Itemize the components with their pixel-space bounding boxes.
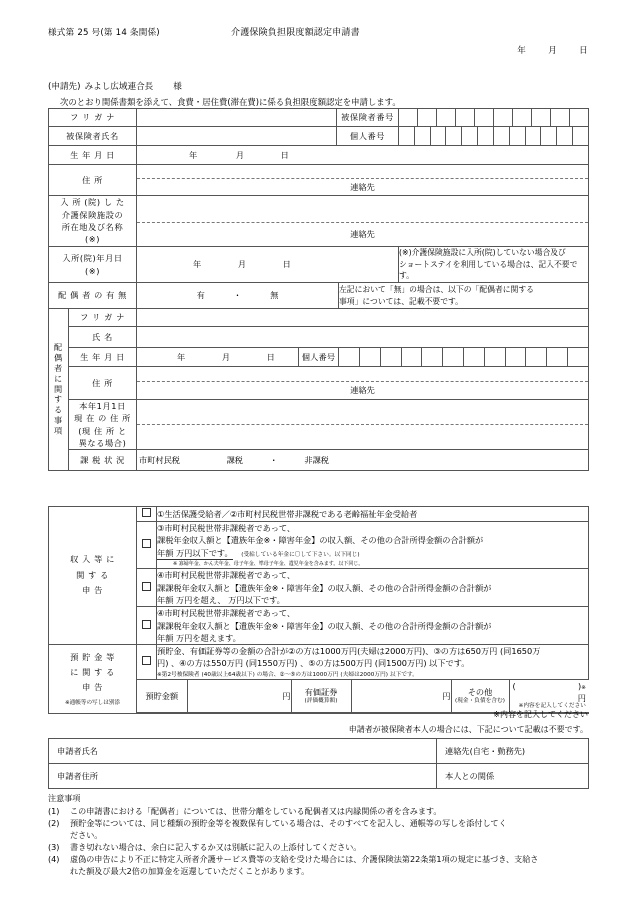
income-section-label [49, 507, 137, 645]
birthdate-input[interactable] [137, 146, 589, 165]
spouse-birth-year-label: 年 [177, 351, 186, 362]
table-row-furigana [49, 109, 589, 127]
deposit-unit: 円 [282, 690, 291, 701]
income-item-3-l2: 課課税年金収入額と【遺族年金※・障害年金】の収入額、その他の合計所得金額の合計額が [157, 582, 492, 593]
admission-label-l2: (※) [84, 265, 101, 276]
income-checkbox-3[interactable] [137, 569, 157, 607]
option-separator: ・ [233, 290, 242, 301]
savings-label-l1: 預 貯 金 等 [70, 652, 115, 663]
spouse-option-no[interactable]: 無 [270, 290, 279, 301]
savings-decl-note: ※第2号被保険者 (40歳以上64歳以下) の場合、②～⑤の方は1000万円 (夫婦は2000万円) 以下です。 [157, 671, 418, 678]
spouse-birth-month-label: 月 [221, 351, 231, 362]
table-row-spouse-jan1-address [49, 400, 589, 450]
addressee-name: みよし広域連合長 [84, 82, 154, 92]
my-number-cells[interactable] [399, 127, 589, 146]
other-label-sub: (現金・負債を含む) [454, 697, 506, 704]
numcell[interactable] [422, 348, 443, 366]
facility-label [49, 196, 137, 247]
other-paren-close: ) [578, 681, 582, 692]
table-row-spouse-furigana [49, 309, 589, 327]
birthdate-label: 生 年 月 日 [49, 146, 137, 165]
tax-option-separator: ・ [269, 454, 278, 465]
spouse-exist-options[interactable] [137, 283, 339, 309]
contact-label: 連絡先 [350, 228, 375, 239]
table-row-birthdate [49, 146, 589, 165]
applicant-name-field[interactable] [49, 739, 437, 764]
spouse-jan1-input-bottom[interactable] [137, 425, 588, 448]
income-item-2-inline-note: (受給している年金に〇して下さい。以下同じ) [241, 551, 360, 558]
address-contact[interactable] [137, 179, 588, 195]
admission-year-label: 年 [193, 259, 202, 270]
applicant-name-label: 申請者氏名 [57, 745, 98, 756]
other-label-main: その他 [467, 686, 493, 697]
spouse-exist-label: 配 偶 者 の 有 無 [49, 283, 137, 309]
other-paren-row [513, 681, 587, 692]
spouse-section-vertical-label [49, 309, 69, 471]
tax-kind-label: 市町村民税 [139, 454, 180, 465]
spouse-name-input[interactable] [137, 327, 589, 348]
facility-input[interactable] [137, 197, 588, 223]
spouse-address-label: 住 所 [69, 367, 137, 400]
note-item-3-l1: 書き切れない場合は、余白に記入するか又は別紙に記入の上添付してください。 [70, 841, 362, 852]
spouse-birth-label: 生 年 月 日 [69, 348, 137, 367]
address-cell[interactable] [137, 165, 589, 196]
applicant-table [48, 738, 589, 789]
applicant-relation-field[interactable] [437, 764, 589, 789]
admission-date-input[interactable] [137, 247, 399, 283]
income-item-2-l1: ③市町村民税世帯非課税者であって、 [157, 523, 296, 533]
note-item-3 [48, 842, 588, 854]
income-label-l1: 収 入 等 に [70, 554, 115, 565]
spouse-my-number-label: 個人番号 [299, 348, 339, 367]
page-header [0, 0, 630, 62]
other-input[interactable] [509, 680, 589, 712]
savings-checkbox[interactable] [137, 645, 157, 680]
numcell[interactable] [475, 109, 494, 126]
income-checkbox-4[interactable] [137, 607, 157, 645]
note-item-2-l2: ださい。 [70, 829, 103, 840]
contact-label: 連絡先 [350, 182, 375, 192]
table-row-spouse-tax [49, 450, 589, 471]
birth-month-label: 月 [235, 149, 245, 160]
checkbox-icon[interactable] [142, 539, 151, 548]
insured-name-input[interactable] [137, 127, 337, 146]
table-row-spouse-name [49, 327, 589, 348]
deposit-input[interactable] [187, 680, 291, 712]
date-year-label: 年 [517, 46, 527, 56]
other-unit: 円 [577, 692, 586, 703]
other-note: ※内容を記入してください [518, 703, 586, 710]
numcell[interactable] [462, 127, 478, 145]
numcell[interactable] [573, 127, 588, 145]
spouse-furigana-input[interactable] [137, 309, 589, 327]
note-item-2 [48, 818, 588, 841]
address-input[interactable] [137, 165, 588, 179]
address-label: 住 所 [49, 165, 137, 196]
income-item-2-underline: 年額 万円以下です。 [157, 547, 233, 560]
addressee-prefix: (申請先) [48, 82, 81, 92]
admission-month-label: 月 [237, 259, 247, 270]
income-label-l3: 申 告 [82, 585, 103, 596]
savings-label-note: ※通帳等の写しは別添 [64, 699, 121, 706]
jan1-label-l1: 本年1月1日 [79, 401, 126, 411]
spouse-tax-label: 課 税 状 況 [69, 450, 137, 471]
checkbox-icon[interactable] [142, 620, 151, 629]
checkbox-icon[interactable] [142, 508, 151, 517]
notes-title: 注意事項 [48, 793, 81, 803]
facility-label-l3: 所在地及び名称 [61, 222, 124, 232]
admission-day-label: 日 [282, 259, 291, 270]
notes-section [48, 793, 588, 878]
insured-number-label: 被保険者番号 [337, 109, 399, 127]
table-row-facility [49, 196, 589, 247]
numcell[interactable] [339, 348, 360, 366]
numcell[interactable] [557, 127, 573, 145]
page-title: 介護保険負担限度額認定申請書 [231, 28, 360, 38]
income-item-2-footnote: ※ 寡婦年金、かん夫年金、母子年金、準母子年金、遺児年金を含みます。以下同じ。 [173, 560, 364, 567]
applicant-address-field[interactable] [49, 764, 437, 789]
securities-label [291, 680, 351, 712]
numcell[interactable] [547, 348, 568, 366]
numcell[interactable] [360, 348, 381, 366]
income-checkbox-1[interactable] [137, 507, 157, 522]
admission-note-l2: ショートステイを利用している場合は、記入不要です。 [399, 259, 578, 281]
spouse-name-label: 氏 名 [69, 327, 137, 348]
spouse-vertical-label-text: 配偶者に関する事項 [53, 342, 64, 437]
note-item-4-number: (4) [48, 854, 60, 865]
other-paren-open: ( [512, 681, 516, 692]
securities-label-sub: (評価概算額) [304, 697, 338, 704]
numcell[interactable] [506, 348, 527, 366]
numcell[interactable] [399, 127, 415, 145]
numcell[interactable] [478, 127, 494, 145]
spouse-birth-day-label: 日 [266, 351, 275, 362]
numcell[interactable] [446, 127, 462, 145]
note-item-1-text [70, 806, 588, 818]
insured-person-table [48, 108, 589, 283]
jan1-label-l2: 現 在 の 住 所 [74, 413, 131, 424]
note-item-3-text [70, 842, 588, 854]
birth-day-label: 日 [280, 149, 289, 160]
addressee-honorific: 様 [173, 82, 182, 92]
numcell[interactable] [381, 348, 402, 366]
table-row-address [49, 165, 589, 196]
numcell[interactable] [485, 348, 506, 366]
admission-label [49, 247, 137, 283]
note-item-3-number: (3) [48, 841, 60, 852]
numcell[interactable] [526, 127, 542, 145]
numcell[interactable] [532, 109, 551, 126]
other-mark: ※ [581, 685, 586, 692]
savings-label-l3: 申 告 [82, 682, 103, 693]
numcell[interactable] [551, 109, 570, 126]
income-item-1-text [157, 507, 589, 522]
note-item-4-text [70, 854, 588, 877]
checkbox-icon[interactable] [142, 656, 151, 665]
facility-cell[interactable] [137, 196, 589, 247]
tax-option-nontaxed[interactable]: 非課税 [304, 454, 329, 465]
other-paren-close-group [578, 681, 586, 692]
savings-section-label [49, 645, 137, 714]
income-item-3-l3: 年額 万円を超え、 万円以下です。 [157, 594, 285, 605]
spouse-address-cell[interactable] [137, 367, 589, 400]
form-number: 様式第 25 号(第 14 条関係) [48, 28, 160, 38]
note-item-1-l1: この申請書における「配偶者」については、世帯分離をしている配偶者又は内縁関係の者を含みます。 [70, 805, 442, 816]
savings-amount-cell [137, 680, 589, 714]
table-row-spouse-exist [49, 283, 589, 309]
table-row-income-item-1 [49, 507, 589, 522]
table-row-savings-declaration [49, 645, 589, 680]
spouse-note-l2: 事項」については、記載不要です。 [339, 296, 463, 306]
securities-unit: 円 [442, 690, 451, 701]
jan1-label-l3: (現 住 所 と [78, 425, 127, 436]
income-savings-table [48, 506, 589, 714]
note-item-4 [48, 854, 588, 877]
table-row-applicant-name [49, 739, 589, 764]
income-label-l2: 関 す る [76, 569, 109, 580]
income-item-4-l3: 年額 万円を超えます。 [157, 632, 241, 643]
note-item-4-l1: 虚偽の申告により不正に特定入所者介護サービス費等の支給を受けた場合には、介護保険法第22条第1項の規定に基づき、支給さ [70, 854, 539, 865]
numcell[interactable] [437, 109, 456, 126]
income-checkbox-2[interactable] [137, 522, 157, 569]
birth-year-label: 年 [189, 149, 198, 160]
insured-name-label: 被保険者氏名 [49, 127, 137, 146]
savings-amount-inner-table [137, 680, 589, 713]
spouse-jan1-cell[interactable] [137, 400, 589, 450]
spouse-address-input[interactable] [137, 367, 588, 382]
contact-label: 連絡先 [350, 385, 375, 395]
income-item-2-text [157, 522, 589, 569]
table-row-spouse-birth [49, 348, 589, 367]
spouse-birth-input[interactable] [137, 348, 299, 367]
tax-option-taxed[interactable]: 課税 [226, 454, 243, 465]
numcell[interactable] [399, 109, 418, 126]
spouse-tax-options[interactable] [137, 450, 589, 471]
note-item-2-number: (2) [48, 817, 60, 828]
submission-date [517, 46, 588, 57]
numcell[interactable] [494, 127, 510, 145]
note-item-4-l2: れた額及び最大2倍の加算金を返還していただくことがあります。 [70, 865, 310, 876]
income-item-3-l1: ④市町村民税世帯非課税者であって、 [157, 570, 296, 581]
table-row-name [49, 127, 589, 146]
securities-input[interactable] [351, 680, 451, 712]
savings-decl-l2: 円) 、④の方は550万円 (同1550万円) 、⑤の方は500万円 (同1500万円) 以下です。 [157, 658, 470, 669]
note-item-2-text [70, 818, 588, 841]
facility-contact[interactable] [137, 223, 588, 246]
note-item-1 [48, 806, 588, 818]
securities-label-main: 有価証券 [304, 687, 338, 698]
note-item-2-l1: 預貯金等については、同じ種類の預貯金等を複数保有している場合は、そのすべてを記入し、通帳等の写しを添付してく [70, 817, 507, 828]
spouse-address-contact[interactable] [137, 382, 588, 399]
savings-label-l2: に 関 す る [70, 667, 115, 678]
numcell[interactable] [456, 109, 475, 126]
numcell[interactable] [510, 127, 526, 145]
applicant-above-note: 申請者が被保険者本人の場合には、下記について記載は不要です。 [348, 725, 588, 734]
table-row-admission [49, 247, 589, 283]
numcell[interactable] [443, 348, 464, 366]
applicant-contact-field[interactable] [437, 739, 589, 764]
my-number-label: 個人番号 [337, 127, 399, 146]
income-item-2-l3 [157, 547, 588, 560]
facility-label-l1: 入 所 (院) し た [60, 197, 125, 208]
income-item-2-l2: 課税年金収入額と【遺族年金※・障害年金】の収入額、その他の合計所得金額の合計額が [157, 535, 484, 546]
date-month-label: 月 [548, 46, 558, 56]
savings-bottom-note: ※内容を記入してください [493, 710, 588, 719]
spouse-my-number-cells[interactable] [339, 348, 589, 367]
numcell[interactable] [431, 127, 447, 145]
facility-label-l4: (※) [84, 234, 101, 245]
admission-note-l1: (※)介護保険施設に入所(院)していない場合及び [399, 248, 566, 257]
savings-declaration-text [157, 645, 589, 680]
numcell[interactable] [402, 348, 423, 366]
spouse-note-l1: 左記において「無」の場合は、以下の「配偶者に関する [339, 285, 534, 295]
income-item-1-l1: ①生活保護受給者／②市町村民税世帯非課税である老齢福祉年金受給者 [157, 508, 418, 519]
note-item-1-number: (1) [48, 805, 60, 816]
applicant-contact-label: 連絡先(自宅・勤務先) [445, 745, 526, 756]
numcell[interactable] [568, 348, 588, 366]
insured-number-cells[interactable] [399, 109, 589, 127]
numcell[interactable] [494, 109, 513, 126]
facility-label-l2: 介護保険施設の [61, 209, 124, 220]
numcell[interactable] [464, 348, 485, 366]
savings-decl-l1: 預貯金、有価証券等の金額の合計が②の方は1000万円(夫婦は2000万円)、③の方は650万円 (同1650万 [157, 646, 541, 657]
numcell[interactable] [570, 109, 588, 126]
income-item-3-text [157, 569, 589, 607]
income-item-4-l2: 課課税年金収入額と【遺族年金※・障害年金】の収入額、その他の合計所得金額の合計額が [157, 620, 492, 631]
checkbox-icon[interactable] [142, 582, 151, 591]
deposit-label: 預貯金額 [137, 680, 187, 712]
applicant-address-label: 申請者住所 [57, 770, 98, 781]
income-item-4-l1: ④市町村民税世帯非課税者であって、 [157, 608, 296, 619]
income-item-4-text [157, 607, 589, 645]
numcell[interactable] [526, 348, 547, 366]
furigana-label: フ リ ガ ナ [49, 109, 137, 127]
spouse-furigana-label: フ リ ガ ナ [69, 309, 137, 327]
lead-text: 次のとおり関係書類を添えて、食費・居住費(滞在費)に係る負担限度額認定を申請します。 [60, 97, 401, 107]
furigana-input[interactable] [137, 109, 337, 127]
admission-label-l1: 入所(院)年月日 [62, 253, 123, 264]
spouse-exist-note [339, 283, 589, 309]
spouse-jan1-input-top[interactable] [137, 401, 588, 425]
jan1-label-l4: 異なる場合) [78, 437, 127, 448]
addressee [48, 82, 182, 93]
other-label [451, 680, 509, 712]
admission-note [399, 247, 589, 283]
numcell[interactable] [418, 109, 437, 126]
table-row-applicant-address [49, 764, 589, 789]
spouse-option-yes[interactable]: 有 [196, 290, 205, 301]
numcell[interactable] [415, 127, 431, 145]
date-day-label: 日 [579, 46, 588, 56]
spouse-table [48, 282, 589, 471]
numcell[interactable] [513, 109, 532, 126]
table-row-spouse-address [49, 367, 589, 400]
numcell[interactable] [541, 127, 557, 145]
spouse-jan1-label [69, 400, 137, 450]
applicant-relation-label: 本人との関係 [445, 770, 495, 781]
